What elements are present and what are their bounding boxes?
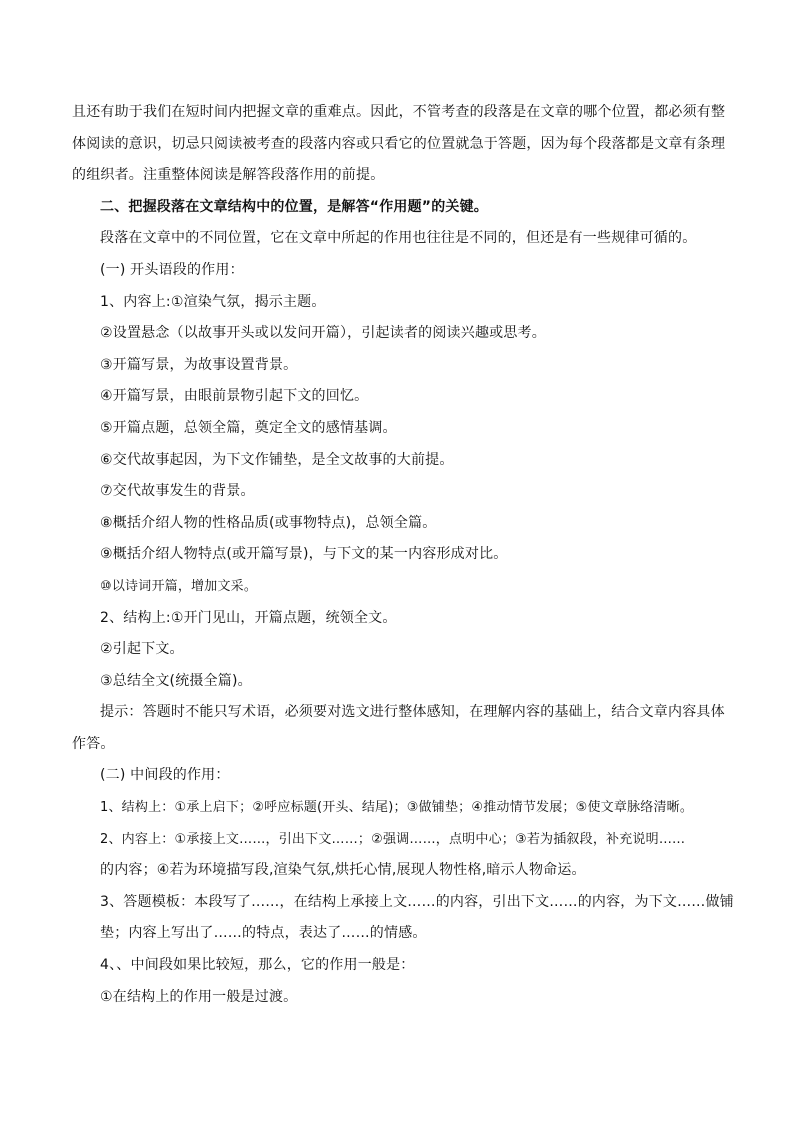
list-item: 3、答题模板：本段写了……，在结构上承接上文……的内容，引出下文……的内容，为下文……做铺 [100,893,734,910]
list-item: ②引起下文。 [100,641,184,658]
section-heading: 二、把握段落在文章结构中的位置，是解答“作用题”的关键。 [100,198,489,215]
list-item: ⑨概括介绍人物特点(或开篇写景)，与下文的某一内容形成对比。 [100,546,508,563]
subsection-heading: (二) 中间段的作用： [100,767,230,784]
list-item: ⑧概括介绍人物的性格品质(或事物特点)，总领全篇。 [100,514,437,531]
document-body [72,97,734,1013]
list-item: ①在结构上的作用一般是过渡。 [100,988,298,1005]
list-item: ⑤开篇点题，总领全篇，奠定全文的感情基调。 [100,419,397,436]
list-item: 1、结构上：①承上启下；②呼应标题(开头、结尾)；③做铺垫；④推动情节发展；⑤使文章脉络清晰。 [100,800,694,816]
list-item: 2、内容上：①承接上文……，引出下文……；②强调……，点明中心；③若为插叙段，补充说明…… [100,831,686,847]
list-item: 4、、中间段如果比较短，那么，它的作用一般是： [100,957,415,974]
list-item: ⑦交代故事发生的背景。 [100,483,255,500]
list-item: 垫；内容上写出了……的特点，表达了……的情感。 [100,925,427,942]
list-item: ③开篇写景，为故事设置背景。 [100,356,298,373]
list-item: 2、结构上:①开门见山，开篇点题，统领全文。 [100,609,397,626]
list-item: ③总结全文(统摄全篇)。 [100,672,252,689]
list-item: 的内容；④若为环境描写段,渲染气氛,烘托心情,展现人物性格,暗示人物命运。 [100,862,586,879]
tip-paragraph: 作答。 [72,735,115,752]
subsection-heading: (一) 开头语段的作用： [100,261,244,278]
list-item: 1、内容上:①渲染气氛，揭示主题。 [100,293,326,310]
paragraph-line: 且还有助于我们在短时间内把握文章的重难点。因此，不管考查的段落是在文章的哪个位置，都必须有整 [72,104,726,120]
list-item: ②设置悬念（以故事开头或以发问开篇），引起读者的阅读兴趣或思考。 [100,325,546,342]
tip-paragraph: 提示：答题时不能只写术语，必须要对选文进行整体感知，在理解内容的基础上，结合文章内容具体 [100,704,725,721]
paragraph-line: 的组织者。注重整体阅读是解答段落作用的前提。 [72,167,385,184]
paragraph-line: 体阅读的意识，切忌只阅读被考查的段落内容或只看它的位置就急于答题，因为每个段落都是文章有条理 [72,135,726,152]
paragraph-line: 段落在文章中的不同位置，它在文章中所起的作用也往往是不同的，但还是有一些规律可循的。 [100,230,697,247]
list-item: ⑩以诗词开篇，增加文采。 [100,578,258,594]
list-item: ⑥交代故事起因，为下文作铺垫，是全文故事的大前提。 [100,451,454,468]
list-item: ④开篇写景，由眼前景物引起下文的回忆。 [100,388,369,405]
